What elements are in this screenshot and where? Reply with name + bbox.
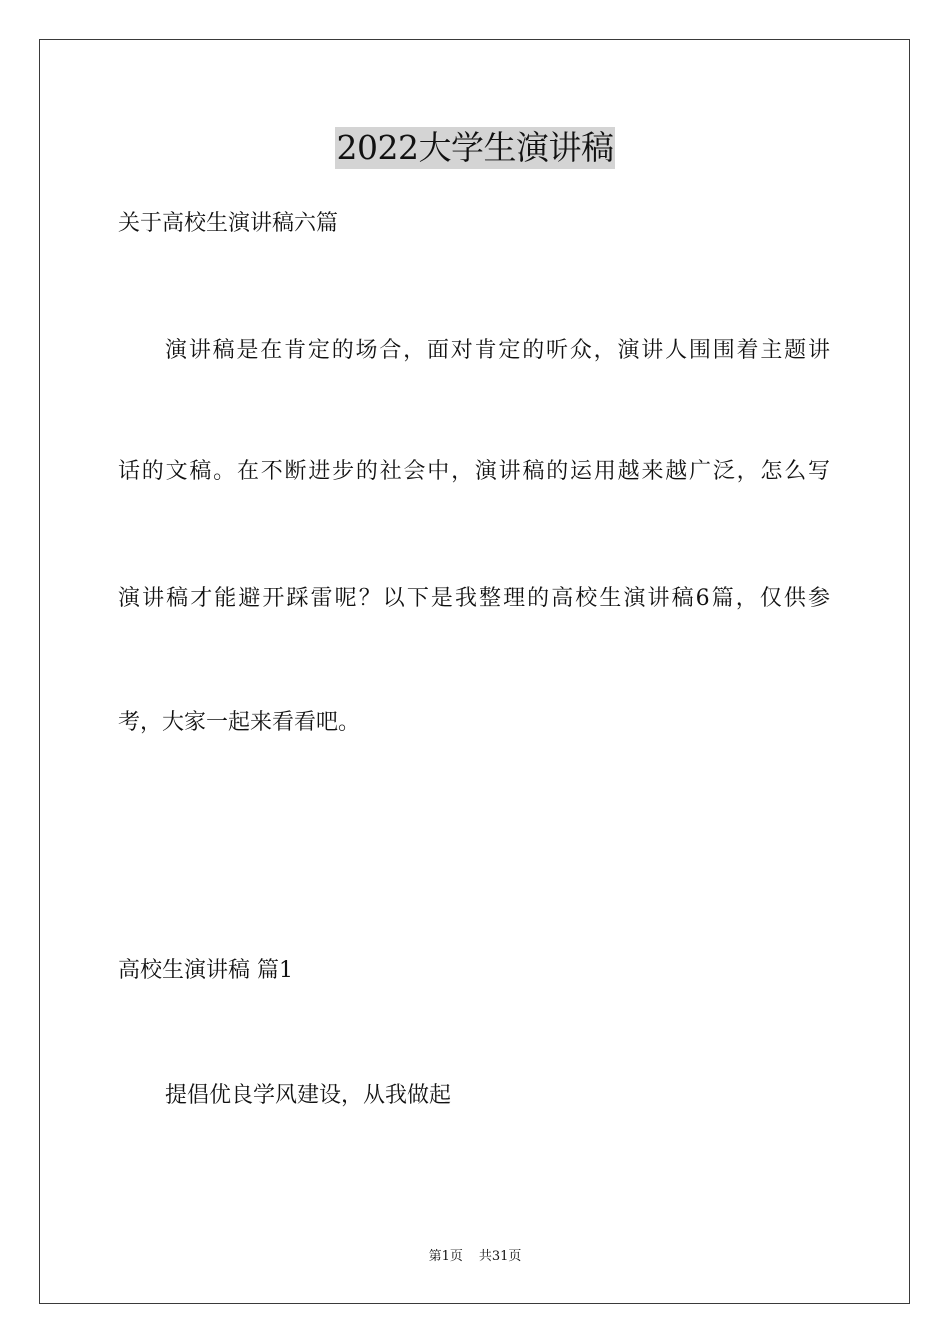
section-heading: 高校生演讲稿 篇1 (118, 958, 293, 983)
intro-line-3: 演讲稿才能避开踩雷呢？以下是我整理的高校生演讲稿6篇，仅供参 (118, 586, 830, 611)
intro-line-2: 话的文稿。在不断进步的社会中，演讲稿的运用越来越广泛，怎么写 (118, 459, 830, 484)
intro-line-1: 演讲稿是在肯定的场合，面对肯定的听众，演讲人围围着主题讲 (165, 338, 830, 363)
page-total: 共31页 (478, 1249, 522, 1264)
intro-line-4: 考，大家一起来看看吧。 (118, 710, 361, 735)
document-subtitle: 关于高校生演讲稿六篇 (118, 211, 339, 236)
document-title: 2022大学生演讲稿 (336, 128, 614, 167)
section-first-line: 提倡优良学风建设，从我做起 (165, 1083, 452, 1108)
page-footer (0, 1249, 950, 1265)
page-number: 第1页 (428, 1249, 463, 1264)
title-container (0, 127, 950, 169)
